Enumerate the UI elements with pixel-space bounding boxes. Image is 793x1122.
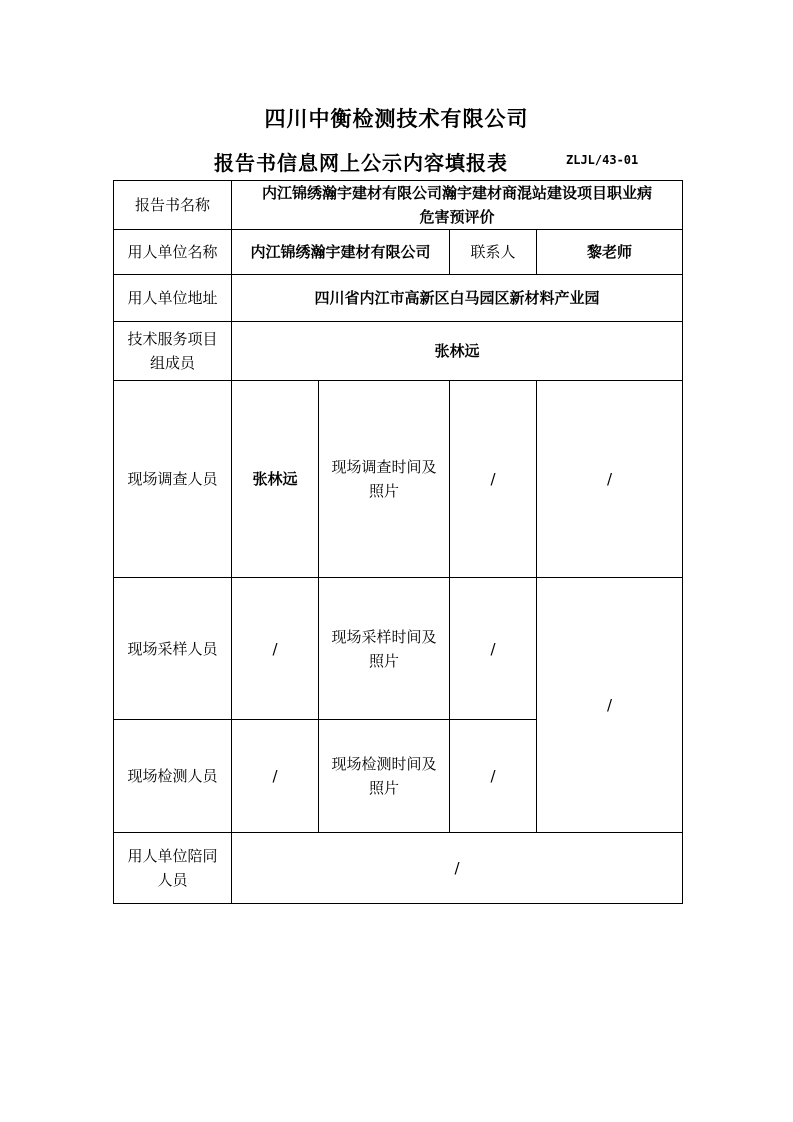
row-report-name	[114, 181, 683, 230]
company-name: 四川中衡检测技术有限公司	[264, 107, 529, 131]
contact-label: 联系人	[450, 230, 537, 275]
testing-staff-label: 现场检测人员	[114, 720, 232, 833]
contact-value: 黎老师	[537, 230, 683, 275]
accompany-label: 用人单位陪同人员	[114, 833, 232, 904]
employer-name-label: 用人单位名称	[114, 230, 232, 275]
testing-time-value: /	[450, 720, 537, 833]
team-members-value: 张林远	[232, 322, 683, 381]
survey-staff-value: 张林远	[232, 381, 319, 578]
employer-address-label: 用人单位地址	[114, 275, 232, 322]
testing-time-label: 现场检测时间及照片	[319, 720, 450, 833]
row-accompany	[114, 833, 683, 904]
sampling-staff-label: 现场采样人员	[114, 578, 232, 720]
accompany-value: /	[232, 833, 683, 904]
row-employer-name	[114, 230, 683, 275]
team-members-label: 技术服务项目组成员	[114, 322, 232, 381]
report-name-label: 报告书名称	[114, 181, 232, 230]
employer-address-value: 四川省内江市高新区白马园区新材料产业园	[232, 275, 683, 322]
survey-staff-label: 现场调查人员	[114, 381, 232, 578]
form-title: 报告书信息网上公示内容填报表	[214, 151, 508, 175]
form-code: ZLJL/43-01	[566, 153, 639, 167]
sampling-staff-value: /	[232, 578, 319, 720]
row-employer-address	[114, 275, 683, 322]
sampling-time-label: 现场采样时间及照片	[319, 578, 450, 720]
row-sampling	[114, 578, 683, 720]
employer-name-value: 内江锦绣瀚宇建材有限公司	[232, 230, 450, 275]
testing-staff-value: /	[232, 720, 319, 833]
report-name-value: 内江锦绣瀚宇建材有限公司瀚宇建材商混站建设项目职业病危害预评价	[232, 181, 683, 230]
row-team-members	[114, 322, 683, 381]
survey-time-value: /	[450, 381, 537, 578]
survey-time-label: 现场调查时间及照片	[319, 381, 450, 578]
sampling-testing-photo-value: /	[537, 578, 683, 833]
row-survey	[114, 381, 683, 578]
sampling-time-value: /	[450, 578, 537, 720]
report-info-table	[113, 180, 683, 904]
survey-photo-value: /	[537, 381, 683, 578]
